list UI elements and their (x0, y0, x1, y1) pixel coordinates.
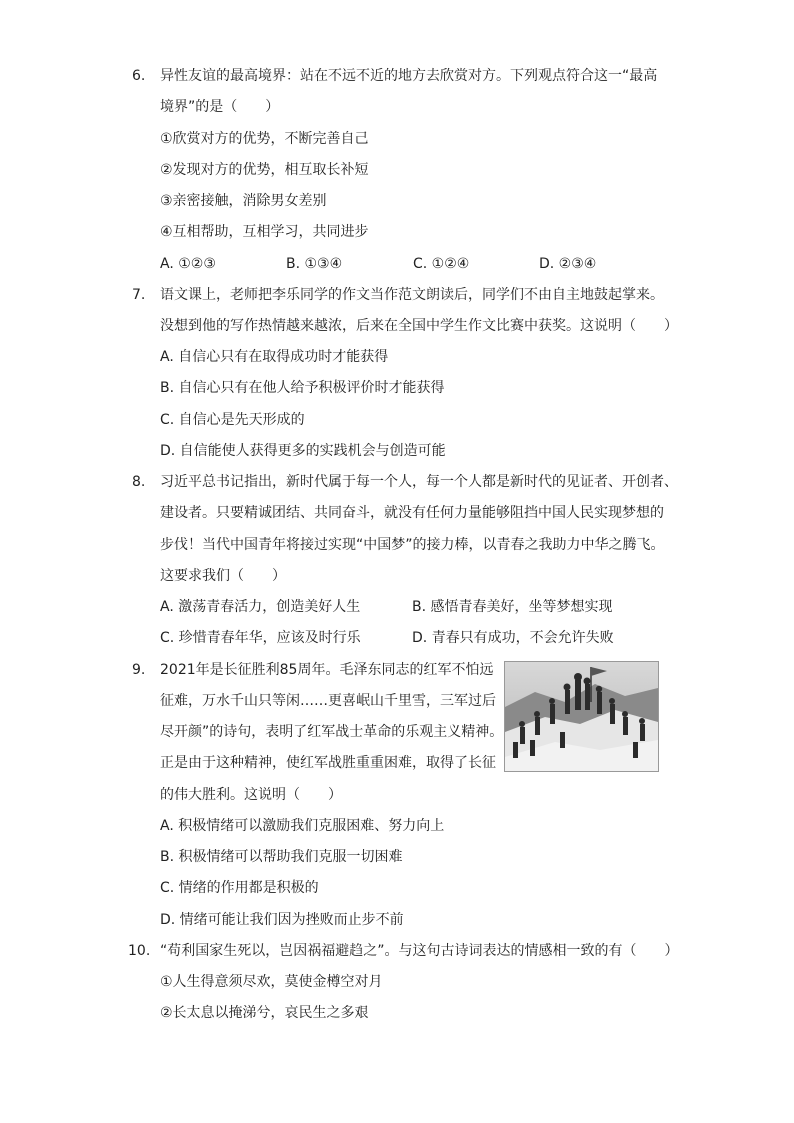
option-a: A. 激荡青春活力，创造美好人生 (160, 599, 361, 615)
question-number: 10. (128, 943, 151, 959)
option-b: B. 自信心只有在他人给予积极评价时才能获得 (160, 380, 445, 396)
question-text: 的伟大胜利。这说明（ ） (160, 787, 342, 803)
option-d: D. 自信能使人获得更多的实践机会与创造可能 (160, 443, 446, 459)
question-text: 境界”的是（ ） (160, 99, 280, 115)
option-b: B. ①③④ (286, 256, 343, 272)
statement: ①人生得意须尽欢，莫使金樽空对月 (160, 974, 383, 990)
question-text: 正是由于这种精神，使红军战胜重重困难，取得了长征 (160, 755, 496, 771)
statement: ①欣赏对方的优势，不断完善自己 (160, 131, 369, 147)
option-a: A. ①②③ (160, 256, 216, 272)
statement: ④互相帮助，互相学习，共同进步 (160, 224, 369, 240)
option-c: C. 珍惜青春年华，应该及时行乐 (160, 630, 361, 646)
question-text: “苟利国家生死以，岂因祸福避趋之”。与这句古诗词表达的情感相一致的有（ ） (160, 943, 679, 959)
statement: ②长太息以掩涕兮，哀民生之多艰 (160, 1005, 369, 1021)
question-text: 异性友谊的最高境界：站在不远不近的地方去欣赏对方。下列观点符合这一“最高 (160, 68, 658, 84)
question-text: 征难，万水千山只等闲……更喜岷山千里雪，三军过后 (160, 693, 496, 709)
question-text: 尽开颜”的诗句，表明了红军战士革命的乐观主义精神。 (160, 724, 504, 740)
statement: ③亲密接触，消除男女差别 (160, 193, 327, 209)
option-c: C. ①②④ (413, 256, 470, 272)
option-d: D. 情绪可能让我们因为挫败而止步不前 (160, 912, 404, 928)
question-number: 6. (132, 68, 146, 84)
question-text: 2021年是长征胜利85周年。毛泽东同志的红军不怕远 (160, 662, 494, 678)
question-text: 没想到他的写作热情越来越浓，后来在全国中学生作文比赛中获奖。这说明（ ） (160, 318, 678, 334)
option-d: D. 青春只有成功，不会允许失败 (412, 630, 614, 646)
option-b: B. 积极情绪可以帮助我们克服一切困难 (160, 849, 403, 865)
question-text: 习近平总书记指出，新时代属于每一个人，每一个人都是新时代的见证者、开创者、 (160, 474, 678, 490)
question-text: 语文课上，老师把李乐同学的作文当作范文朗读后，同学们不由自主地鼓起掌来。 (160, 287, 664, 303)
question-number: 7. (132, 287, 146, 303)
question-number: 9. (132, 662, 146, 678)
option-c: C. 自信心是先天形成的 (160, 412, 305, 428)
option-c: C. 情绪的作用都是积极的 (160, 880, 319, 896)
question-text: 步伐！当代中国青年将接过实现“中国梦”的接力棒，以青春之我助力中华之腾飞。 (160, 537, 665, 553)
long-march-photo (504, 661, 659, 772)
question-text: 建设者。只要精诚团结、共同奋斗，就没有任何力量能够阻挡中国人民实现梦想的 (160, 505, 664, 521)
statement: ②发现对方的优势，相互取长补短 (160, 162, 369, 178)
option-d: D. ②③④ (539, 256, 597, 272)
question-number: 8. (132, 474, 146, 490)
option-b: B. 感悟青春美好，坐等梦想实现 (412, 599, 613, 615)
option-a: A. 自信心只有在取得成功时才能获得 (160, 349, 389, 365)
question-text: 这要求我们（ ） (160, 568, 286, 584)
option-a: A. 积极情绪可以激励我们克服困难、努力向上 (160, 818, 445, 834)
